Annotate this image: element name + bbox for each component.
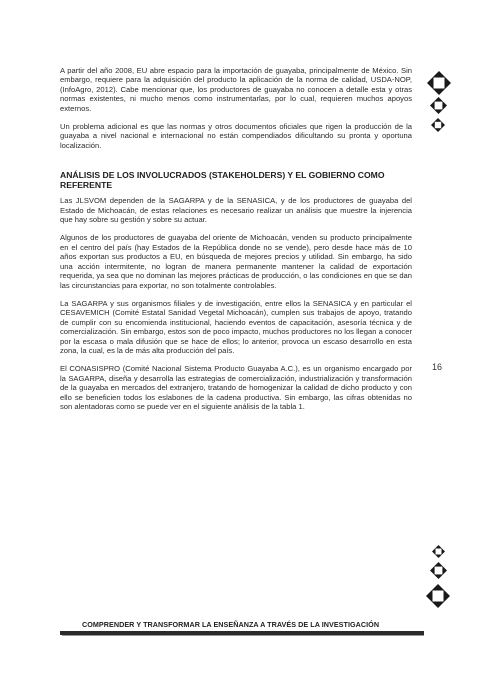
footer-title: COMPRENDER Y TRANSFORMAR LA ENSEÑANZA A TRAVÉS DE LA INVESTIGACIÓN — [82, 620, 380, 629]
paragraph: A partir del año 2008, EU abre espacio para la importación de guayaba, principalmente de México. Sin embargo, requiere para la adquisición del producto la aplicación de la norma de calidad, USDA-NOP, (InfoAgro, 2012). Cabe mencionar que, los productores de guayaba no conocen a detalle esta y otras normas existentes, ni mucho menos como instrumentarlas, por lo cual, requieren muchos apoyos externos. — [60, 66, 412, 113]
diamond-ornament-icon — [431, 118, 445, 132]
page-number: 16 — [432, 362, 443, 372]
paragraph: La SAGARPA y sus organismos filiales y de investigación, entre ellos la SENASICA y en particular el CESAVEMICH (Comité Estatal Sanidad Vegetal Michoacán), cumplen sus trabajos de apoyo, tratando de cumplir con su encomienda institucional, haciendo eventos de capacitación, asesoría técnica y de comercialización. Sin embargo, estos son de poco impacto, muchos productores no los llegan a conocer por la escasa o mala difusión que se hace de ellos; lo anterior, provoca un escaso desarrollo en esta zona, la cual, es la de más alta producción del país. — [60, 298, 412, 355]
diamond-ornament-icon — [426, 584, 450, 608]
paragraph: Algunos de los productores de guayaba del oriente de Michoacán, venden su producto principalmente en el centro del país (hay Estados de la República donde no se vende), pero desde hace más de 10 años exportan sus productos a EU, en búsqueda de mejores precios y utilidad. Sin embargo, ha sido una acción intermitente, no logran de manera permanente mantener la calidad de exportación requerida, ya sea que no dominan las mejores prácticas de producción, o las condiciones en que se dan las circunstancias para exportar, no son totalmente controlables. — [60, 233, 412, 290]
footer-rule-shadow — [62, 635, 424, 636]
diamond-ornament-icon — [427, 71, 451, 95]
body-text — [60, 66, 412, 420]
section-heading: ANÁLISIS DE LOS INVOLUCRADOS (STAKEHOLDERS) Y EL GOBIERNO COMO REFERENTE — [60, 170, 385, 191]
diamond-ornament-icon — [430, 97, 447, 114]
paragraph: Un problema adicional es que las normas y otros documentos oficiales que rigen la producción de la guayaba a nivel nacional e internacional no están compendiados dificultando su pronta y oportuna localización. — [60, 122, 412, 150]
diamond-ornament-icon — [432, 545, 445, 558]
paragraph: Las JLSVOM dependen de la SAGARPA y de la SENASICA, y de los productores de guayaba del Estado de Michoacán, de estas relaciones es necesario realizar un análisis que muestre la injerencia que hay sobre su gestión y sobre su actuar. — [60, 196, 412, 225]
paragraph: El CONASISPRO (Comité Nacional Sistema Producto Guayaba A.C.), es un organismo encargado por la SAGARPA, diseña y desarrolla las estrategias de comercialización, industrialización y transformación de la guayaba en mercados del extranjero, tratando de homogenizar la calidad de dicho producto y con ello se beneficien todos los eslabones de la cadena productiva. Sin embargo, las cifras obtenidas no son alentadoras como se puede ver en el siguiente análisis de la tabla 1. — [60, 364, 412, 411]
diamond-ornament-icon — [430, 562, 447, 579]
